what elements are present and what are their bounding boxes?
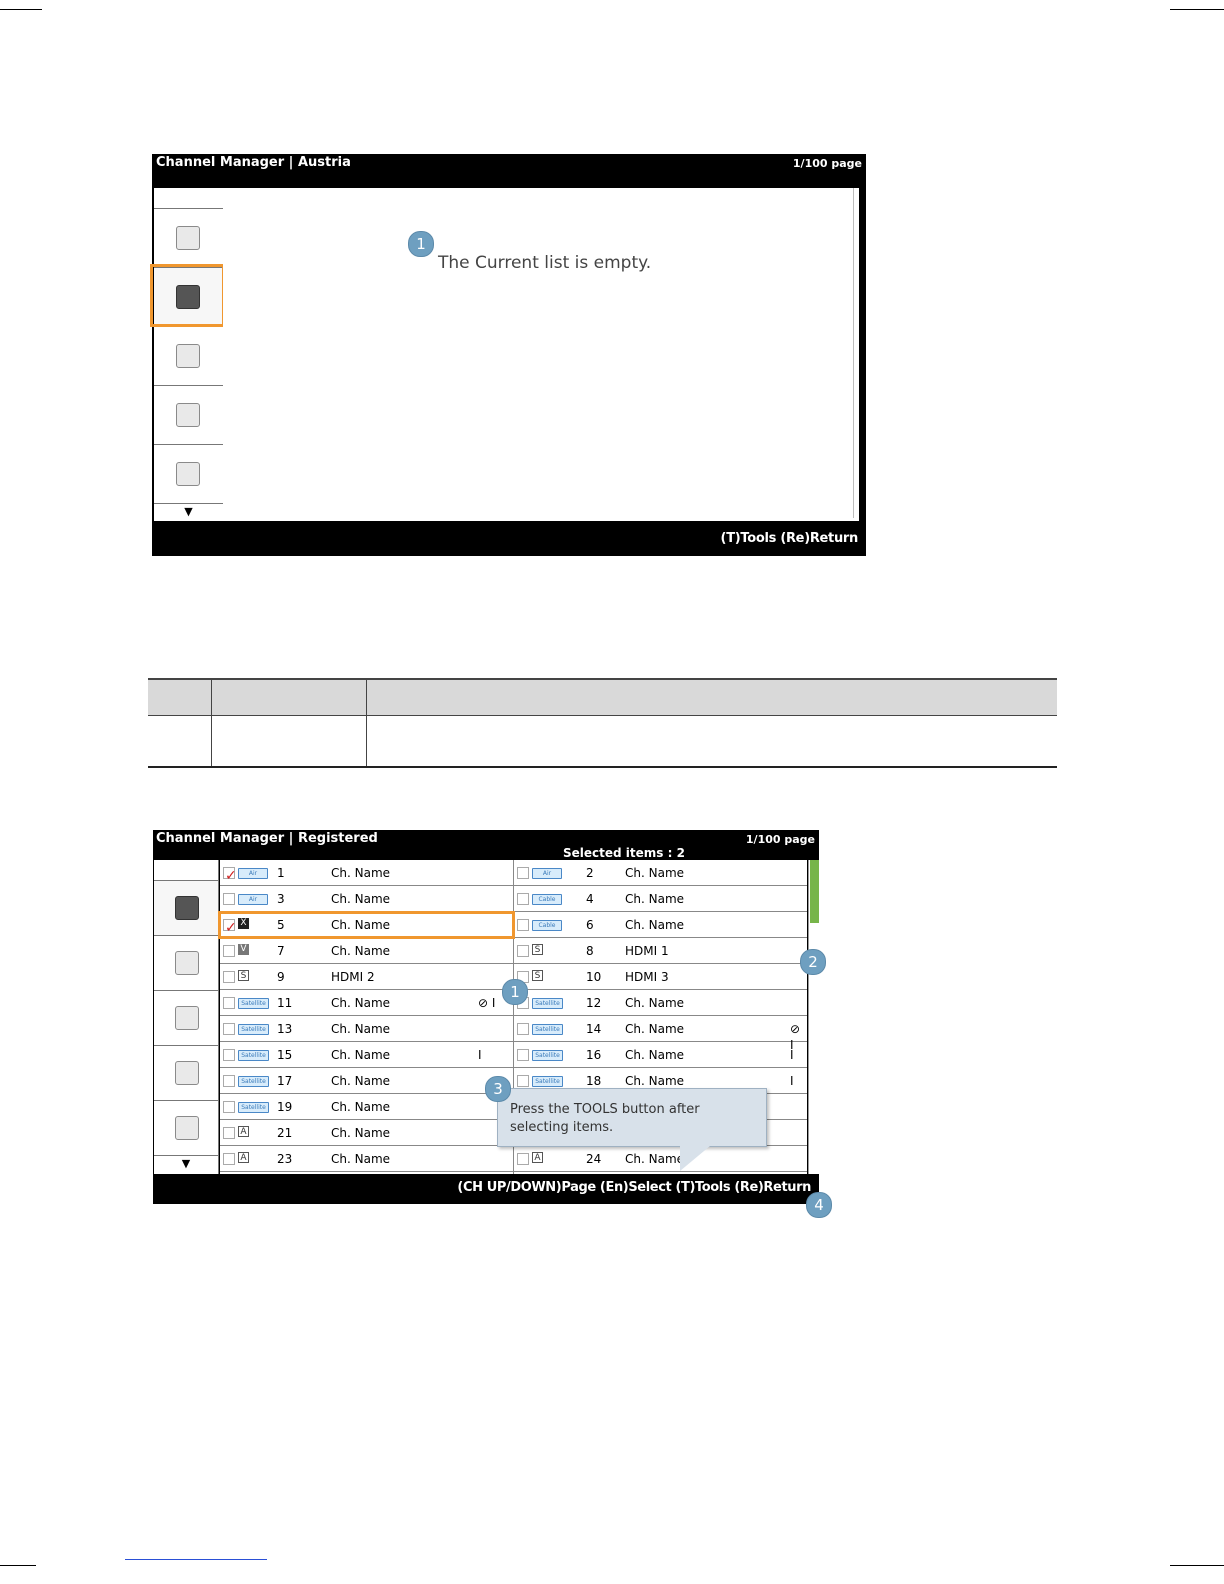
select-checkbox[interactable] xyxy=(517,1153,529,1165)
sidebar-item-4[interactable] xyxy=(154,1046,218,1101)
callout-badge-1: 1 xyxy=(502,979,528,1005)
channel-number: 5 xyxy=(277,918,285,932)
channel-name: Ch. Name xyxy=(625,1048,685,1062)
channel-number: 23 xyxy=(277,1152,293,1166)
source-a-icon: A xyxy=(532,1152,543,1163)
scrollbar[interactable] xyxy=(808,860,819,1174)
channel-row[interactable] xyxy=(514,964,807,990)
channel-number: 8 xyxy=(586,944,594,958)
lock-status-icon: I xyxy=(478,1048,482,1062)
channel-row[interactable] xyxy=(220,1146,513,1172)
source-tag: Cable xyxy=(532,894,562,905)
sidebar-item-3[interactable] xyxy=(154,327,223,386)
channel-name: Ch. Name xyxy=(331,918,391,932)
channel-number: 2 xyxy=(586,866,594,880)
callout-badge-3: 3 xyxy=(485,1076,511,1102)
focus-highlight xyxy=(218,911,515,939)
lock-status-icon: I xyxy=(790,1074,794,1088)
table-divider xyxy=(211,678,212,768)
channel-number: 14 xyxy=(586,1022,602,1036)
select-checkbox[interactable] xyxy=(223,1101,235,1113)
channel-name: Ch. Name xyxy=(625,892,685,906)
channel-number: 6 xyxy=(586,918,594,932)
channel-name: Ch. Name xyxy=(625,1074,685,1088)
channel-name: Ch. Name xyxy=(331,866,391,880)
checkmark-icon: ✓ xyxy=(225,868,237,884)
callout-text: Press the TOOLS button after selecting items. xyxy=(510,1102,700,1135)
focus-highlight xyxy=(150,264,225,327)
sidebar-square-icon xyxy=(176,344,200,368)
channel-name: Ch. Name xyxy=(625,866,685,880)
source-tag: Air xyxy=(238,894,268,905)
channel-name: Ch. Name xyxy=(331,1074,391,1088)
source-s-icon: S xyxy=(238,970,249,981)
select-checkbox[interactable] xyxy=(517,867,529,879)
sidebar-square-icon xyxy=(175,896,199,920)
sidebar-square-icon xyxy=(176,226,200,250)
footer-hints: (CH UP/DOWN)Page (En)Select (T)Tools (Re)Return xyxy=(457,1180,811,1195)
channel-number: 24 xyxy=(586,1152,602,1166)
callout-badge-2: 2 xyxy=(800,949,826,975)
channel-row[interactable] xyxy=(514,990,807,1016)
selected-count: Selected items : 2 xyxy=(563,846,685,860)
select-checkbox[interactable] xyxy=(517,893,529,905)
source-v-icon: V xyxy=(238,944,249,955)
channel-manager-empty-screen xyxy=(152,154,866,556)
channel-name: Ch. Name xyxy=(331,1022,391,1036)
select-checkbox[interactable] xyxy=(517,945,529,957)
source-tag: Air xyxy=(238,868,268,879)
sidebar-square-icon xyxy=(176,462,200,486)
lock-status-icon: I xyxy=(790,1048,794,1062)
channel-list-area xyxy=(223,188,859,521)
source-tag: Satellite xyxy=(238,1102,269,1113)
lock-status-icon: ⊘ I xyxy=(790,1022,801,1052)
sidebar-top-slot xyxy=(154,860,218,881)
channel-number: 17 xyxy=(277,1074,293,1088)
select-checkbox[interactable] xyxy=(223,945,235,957)
crop-mark-bottom-left xyxy=(0,1565,36,1566)
channel-name: Ch. Name xyxy=(331,1100,391,1114)
sidebar-top-slot xyxy=(154,188,223,209)
channel-number: 12 xyxy=(586,996,602,1010)
table-header-row xyxy=(148,678,1057,716)
select-checkbox[interactable] xyxy=(223,1075,235,1087)
channel-row[interactable] xyxy=(514,886,807,912)
channel-row[interactable] xyxy=(220,860,513,886)
channel-row[interactable] xyxy=(514,912,807,938)
select-checkbox[interactable] xyxy=(223,1023,235,1035)
channel-number: 21 xyxy=(277,1126,293,1140)
source-tag: Cable xyxy=(532,920,562,931)
channel-name: Ch. Name xyxy=(625,996,685,1010)
source-tag: Satellite xyxy=(238,998,269,1009)
source-tag: Air xyxy=(532,868,562,879)
select-checkbox[interactable] xyxy=(223,893,235,905)
channel-number: 7 xyxy=(277,944,285,958)
channel-row[interactable] xyxy=(220,1068,513,1094)
lock-status-icon: ⊘ I xyxy=(478,996,496,1010)
channel-name: HDMI 2 xyxy=(331,970,375,984)
channel-name: Ch. Name xyxy=(331,1048,391,1062)
select-checkbox[interactable] xyxy=(517,1023,529,1035)
sidebar-item-5[interactable] xyxy=(154,445,223,504)
source-s-icon: S xyxy=(532,944,543,955)
tools-callout xyxy=(497,1088,767,1147)
source-tag: Satellite xyxy=(532,1024,563,1035)
sidebar-square-icon xyxy=(175,1061,199,1085)
channel-number: 9 xyxy=(277,970,285,984)
select-checkbox[interactable] xyxy=(223,1153,235,1165)
scrollbar[interactable] xyxy=(853,188,854,518)
channel-row[interactable] xyxy=(514,860,807,886)
channel-name: Ch. Name xyxy=(331,996,391,1010)
checkmark-icon: ✓ xyxy=(225,920,237,936)
channel-name: Ch. Name xyxy=(625,1152,685,1166)
crop-mark-top-left xyxy=(0,9,42,10)
select-checkbox[interactable] xyxy=(223,1127,235,1139)
scrollbar-thumb[interactable] xyxy=(810,860,819,923)
sidebar-item-1[interactable] xyxy=(154,881,218,936)
channel-row[interactable] xyxy=(220,886,513,912)
scroll-down-icon[interactable]: ▼ xyxy=(184,505,193,518)
select-checkbox[interactable] xyxy=(223,971,235,983)
sidebar-item-3[interactable] xyxy=(154,991,218,1046)
channel-row[interactable] xyxy=(220,990,513,1016)
crop-mark-top-right xyxy=(1170,9,1224,10)
channel-number: 13 xyxy=(277,1022,293,1036)
footer-link-rule xyxy=(125,1559,267,1560)
scroll-down-icon[interactable]: ▼ xyxy=(181,1157,191,1170)
table-divider xyxy=(366,678,367,768)
sidebar-square-icon xyxy=(175,1006,199,1030)
channel-row[interactable] xyxy=(514,938,807,964)
channel-row[interactable] xyxy=(220,1120,513,1146)
channel-row[interactable] xyxy=(220,1016,513,1042)
channel-number: 16 xyxy=(586,1048,602,1062)
sidebar-item-2[interactable] xyxy=(154,936,218,991)
page-indicator: 1/100 page xyxy=(792,157,862,170)
source-tag: Satellite xyxy=(238,1050,269,1061)
channel-number: 10 xyxy=(586,970,602,984)
sidebar-item-1[interactable] xyxy=(154,209,223,268)
sidebar-square-icon xyxy=(176,403,200,427)
callout-badge-1: 1 xyxy=(408,231,434,257)
channel-number: 15 xyxy=(277,1048,293,1062)
channel-manager-registered-screen xyxy=(153,830,819,1204)
screen-title: Channel Manager | Registered xyxy=(156,831,378,846)
table-bottom-rule xyxy=(148,766,1057,768)
channel-row[interactable] xyxy=(514,1042,807,1068)
channel-name: HDMI 3 xyxy=(625,970,669,984)
callout-tail xyxy=(680,1146,710,1171)
sidebar-square-icon xyxy=(175,1116,199,1140)
crop-mark-bottom-right xyxy=(1170,1565,1224,1566)
source-x-icon: X xyxy=(238,918,249,929)
page-indicator: 1/100 page xyxy=(745,833,815,846)
channel-name: Ch. Name xyxy=(331,1126,391,1140)
channel-row[interactable] xyxy=(220,938,513,964)
select-checkbox[interactable] xyxy=(223,867,237,884)
channel-number: 19 xyxy=(277,1100,293,1114)
select-checkbox[interactable] xyxy=(517,1049,529,1061)
sidebar-square-icon xyxy=(175,951,199,975)
channel-row[interactable] xyxy=(514,1016,807,1052)
source-tag: Satellite xyxy=(532,998,563,1009)
screen-title: Channel Manager | Austria xyxy=(156,155,351,170)
channel-number: 11 xyxy=(277,996,293,1010)
callout-badge-4: 4 xyxy=(806,1192,832,1218)
channel-name: Ch. Name xyxy=(331,892,391,906)
channel-row[interactable] xyxy=(220,964,513,990)
select-checkbox[interactable] xyxy=(223,997,235,1009)
channel-name: Ch. Name xyxy=(331,1152,391,1166)
channel-number: 4 xyxy=(586,892,594,906)
channel-name: Ch. Name xyxy=(331,944,391,958)
channel-name: Ch. Name xyxy=(625,1022,685,1036)
source-tag: Satellite xyxy=(532,1076,563,1087)
source-tag: Satellite xyxy=(238,1024,269,1035)
footer-hints: (T)Tools (Re)Return xyxy=(720,531,858,546)
source-s-icon: S xyxy=(532,970,543,981)
select-checkbox[interactable] xyxy=(223,1049,235,1061)
source-tag: Satellite xyxy=(238,1076,269,1087)
channel-name: Ch. Name xyxy=(625,918,685,932)
source-tag: Satellite xyxy=(532,1050,563,1061)
sidebar xyxy=(154,188,224,521)
select-checkbox[interactable] xyxy=(517,919,529,931)
empty-message: The Current list is empty. xyxy=(438,253,652,273)
channel-name: HDMI 1 xyxy=(625,944,669,958)
source-a-icon: A xyxy=(238,1152,249,1163)
channel-number: 18 xyxy=(586,1074,602,1088)
sidebar-item-4[interactable] xyxy=(154,386,223,445)
sidebar xyxy=(154,860,219,1174)
select-checkbox[interactable] xyxy=(517,1075,529,1087)
channel-row[interactable] xyxy=(220,1042,513,1068)
channel-row[interactable] xyxy=(514,1146,807,1172)
channel-row[interactable] xyxy=(220,1094,513,1120)
source-a-icon: A xyxy=(238,1126,249,1137)
sidebar-item-5[interactable] xyxy=(154,1101,218,1156)
channel-number: 1 xyxy=(277,866,285,880)
description-table xyxy=(148,678,1057,768)
channel-number: 3 xyxy=(277,892,285,906)
